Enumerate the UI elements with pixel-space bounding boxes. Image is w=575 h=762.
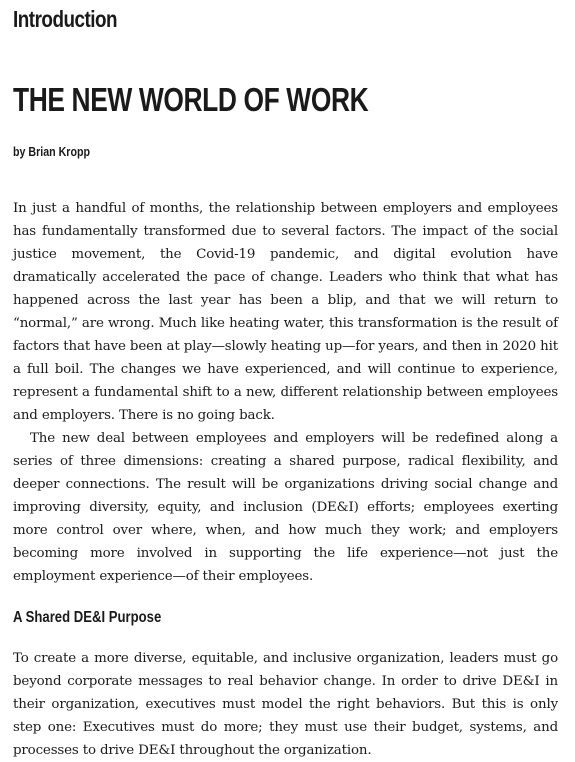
subsection-heading: A Shared DE&I Purpose	[13, 609, 162, 626]
subsection-paragraph: To create a more diverse, equitable, and inclusive organization, leaders must go beyond corporate messages to real behavior change. In order to drive DE&I in their organization, executives must model the right behaviors. But this is only step one: Executives must do more; they must use their budget, systems, and processes to drive DE&I throughout the organization.	[13, 651, 558, 758]
author-byline: by Brian Kropp	[13, 144, 91, 159]
body-paragraph: The new deal between employees and employers will be redefined along a series of three dimensions: creating a shared purpose, radical flexibility, and deeper connections. The result will be organizations driving social change and improving diversity, equity, and inclusion (DE&I) efforts; employees exerting more control over where, when, and how much they work; and employers becoming more involved in supporting the life experience—not just the employment experience—of their employees.	[13, 431, 558, 584]
body-paragraph: In just a handful of months, the relationship between employers and employees has fundamentally transformed due to several factors. The impact of the social justice movement, the Covid-19 pandemic, and digital evolution have dramatically accelerated the pace of change. Leaders who think that what has happened across the last year has been a blip, and that we will return to “normal,” are wrong. Much like heating water, this transformation is the result of factors that have been at play—slowly heating up—for years, and then in 2020 hit a full boil. The changes we have experienced, and will continue to experience, represent a fundamental shift to a new, different relationship between employees and employers. There is no going back.	[13, 201, 558, 423]
chapter-title: THE NEW WORLD OF WORK	[13, 81, 369, 118]
section-label: Introduction	[13, 6, 118, 32]
